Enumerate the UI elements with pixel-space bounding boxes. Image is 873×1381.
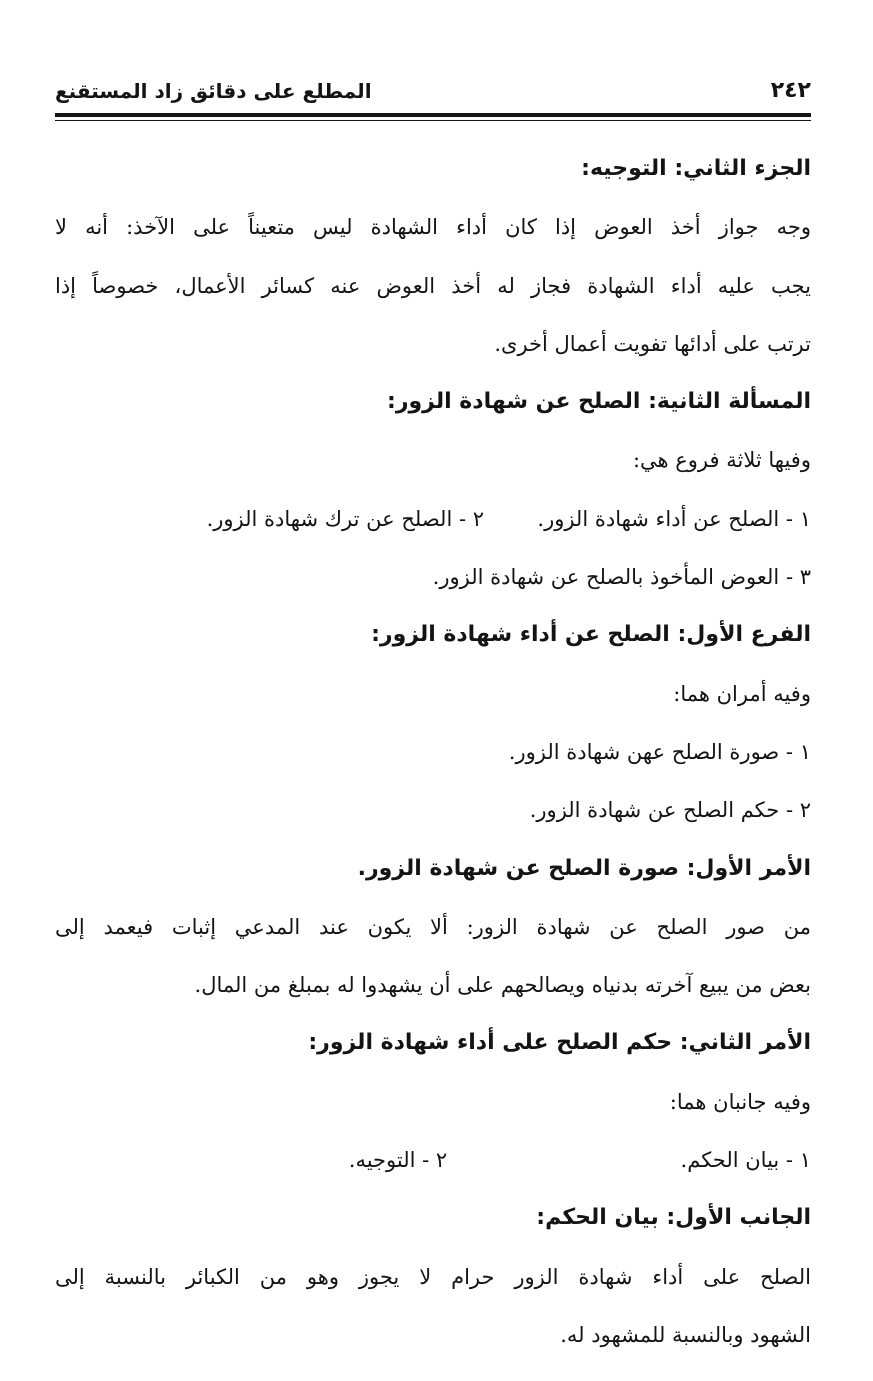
paragraph-line: الصلح على أداء شهادة الزور حرام لا يجوز وهو من الكبائر بالنسبة إلى [55, 1264, 811, 1289]
heading-first-branch: الفرع الأول: الصلح عن أداء شهادة الزور: [371, 622, 811, 648]
body-text [55, 140, 811, 1364]
heading-part-two: الجزء الثاني: التوجيه: [581, 156, 811, 181]
list-item: ١ - الصلح عن أداء شهادة الزور. [537, 506, 811, 531]
paragraph-line: ترتب على أدائها تفويت أعمال أخرى. [494, 331, 811, 356]
list-row [55, 490, 811, 548]
list-item: ٢ - الصلح عن ترك شهادة الزور. [206, 506, 485, 531]
heading-first-side: الجانب الأول: بيان الحكم: [536, 1205, 811, 1231]
list-item: ٢ - حكم الصلح عن شهادة الزور. [529, 798, 811, 823]
list-item: ٣ - العوض المأخوذ بالصلح عن شهادة الزور. [432, 565, 811, 590]
list-row [55, 1131, 811, 1189]
paragraph-line: الشهود وبالنسبة للمشهود له. [560, 1322, 811, 1347]
paragraph-line: وفيها ثلاثة فروع هي: [632, 448, 811, 473]
paragraph-line: وفيه أمران هما: [673, 681, 811, 706]
paragraph-line: من صور الصلح عن شهادة الزور: ألا يكون عند المدعي إثبات فيعمد إلى [55, 914, 811, 939]
running-header [55, 74, 811, 110]
header-rule-thick [55, 113, 811, 117]
paragraph-line: وفيه جانبان هما: [669, 1089, 811, 1114]
running-title: المطلع على دقائق زاد المستقنع [55, 79, 372, 103]
header-rule-thin [55, 120, 811, 121]
heading-second-issue: المسألة الثانية: الصلح عن شهادة الزور: [387, 389, 811, 415]
list-item: ٢ - التوجيه. [348, 1148, 448, 1173]
list-item: ١ - صورة الصلح عهن شهادة الزور. [508, 739, 811, 764]
heading-first-matter: الأمر الأول: صورة الصلح عن شهادة الزور. [357, 855, 811, 881]
list-item: ١ - بيان الحكم. [680, 1148, 811, 1173]
paragraph-line: يجب عليه أداء الشهادة فجاز له أخذ العوض عنه كسائر الأعمال، خصوصاً إذا [55, 273, 811, 298]
paragraph-line: بعض من يبيع آخرته بدنياه ويصالحهم على أن يشهدوا له بمبلغ من المال. [194, 973, 811, 998]
paragraph-line: وجه جواز أخذ العوض إذا كان أداء الشهادة ليس متعيناً على الآخذ: أنه لا [55, 215, 811, 240]
page-number: ٢٤٢ [770, 78, 811, 103]
heading-second-matter: الأمر الثاني: حكم الصلح على أداء شهادة الزور: [308, 1030, 811, 1056]
